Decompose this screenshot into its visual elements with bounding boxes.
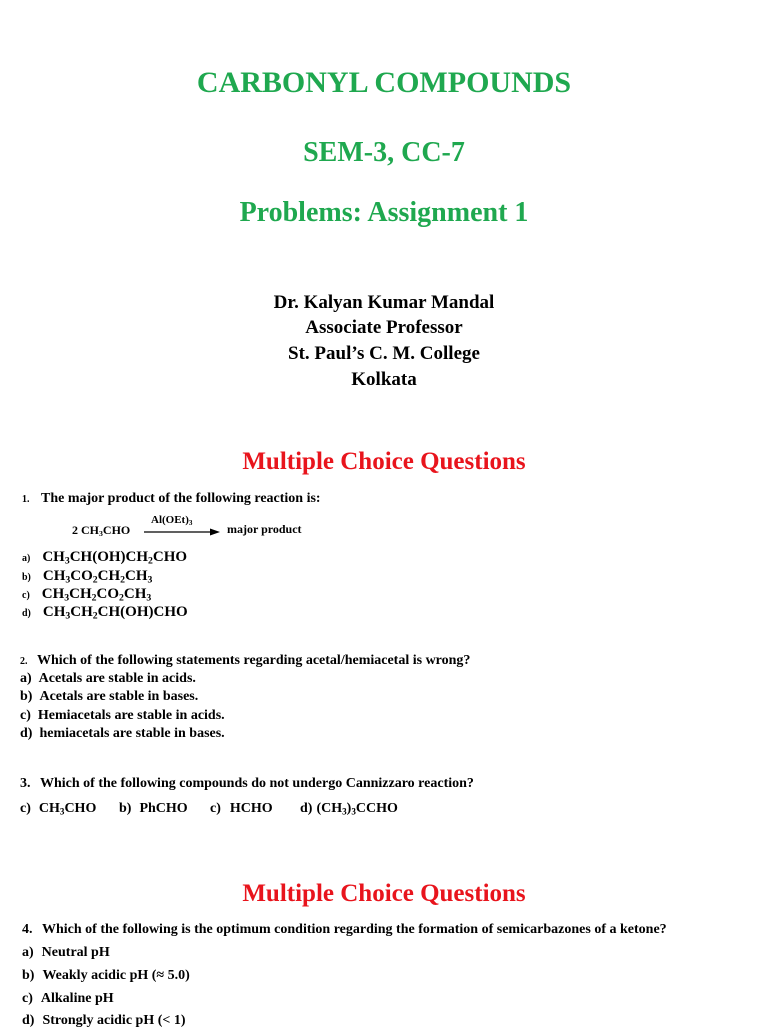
q3-option-2: b) PhCHO [119, 801, 188, 816]
question-text: The major product of the following reaction is: [41, 491, 321, 506]
question-text: Which of the following is the optimum condition regarding the formation of semicarbazones of a ketone? [42, 922, 667, 937]
question-3 [20, 776, 474, 792]
reaction-reagent: $Al(OEt)_3$ [151, 514, 193, 527]
question-text: Which of the following compounds do not undergo Cannizzaro reaction? [40, 776, 474, 791]
q4-option-c: c) Alkaline pH [22, 991, 114, 1006]
document-title: CARBONYL COMPOUNDS [196, 66, 572, 99]
question-number: 3. [20, 776, 31, 791]
question-number: 2. [20, 656, 28, 667]
section-heading: Multiple Choice Questions [242, 448, 526, 475]
q2-option-b: b) Acetals are stable in bases. [20, 689, 199, 704]
question-2 [20, 653, 470, 669]
q1-option-c: c) $CH_3CH_2CO_2CH_3$ [22, 586, 152, 604]
q2-option-c: c) Hemiacetals are stable in acids. [20, 708, 225, 723]
question-number: 1. [22, 494, 30, 505]
q1-option-a: a) $CH_3CH(OH)CH_2CHO$ [22, 549, 188, 567]
q4-option-d: d) Strongly acidic pH (< 1) [22, 1013, 186, 1028]
q2-option-a: a) Acetals are stable in acids. [20, 671, 196, 686]
question-1 [22, 491, 321, 507]
section-heading: Multiple Choice Questions [242, 880, 526, 907]
q3-option-4: d) $(CH_3)_3CCHO$ [300, 801, 398, 817]
question-text: Which of the following statements regarding acetal/hemiacetal is wrong? [37, 653, 471, 668]
q2-option-d: d) hemiacetals are stable in bases. [20, 726, 225, 741]
q3-option-1: c) $CH_3CHO$ [20, 801, 97, 817]
reaction-product: major product [227, 522, 302, 536]
q4-option-a: a) Neutral pH [22, 945, 110, 960]
q4-option-b: b) Weakly acidic pH (≈ 5.0) [22, 968, 190, 983]
assignment-title: Problems: Assignment 1 [239, 197, 529, 228]
course-code: SEM-3, CC-7 [303, 137, 465, 168]
author-name: Dr. Kalyan Kumar Mandal [273, 292, 495, 313]
question-number: 4. [22, 922, 33, 937]
reaction-reactant: 2 $CH_3CHO$ [72, 523, 131, 538]
q1-option-b: b) $CH_3CO_2CH_2CH_3$ [22, 568, 153, 586]
q3-option-3: c) HCHO [210, 801, 273, 816]
author-institution: St. Paul’s C. M. College [288, 343, 480, 364]
author-city: Kolkata [351, 369, 417, 390]
author-position: Associate Professor [305, 317, 463, 338]
question-4 [22, 922, 667, 938]
q1-option-d: d) $CH_3CH_2CH(OH)CHO$ [22, 604, 188, 622]
reaction-arrow-icon [144, 527, 220, 537]
